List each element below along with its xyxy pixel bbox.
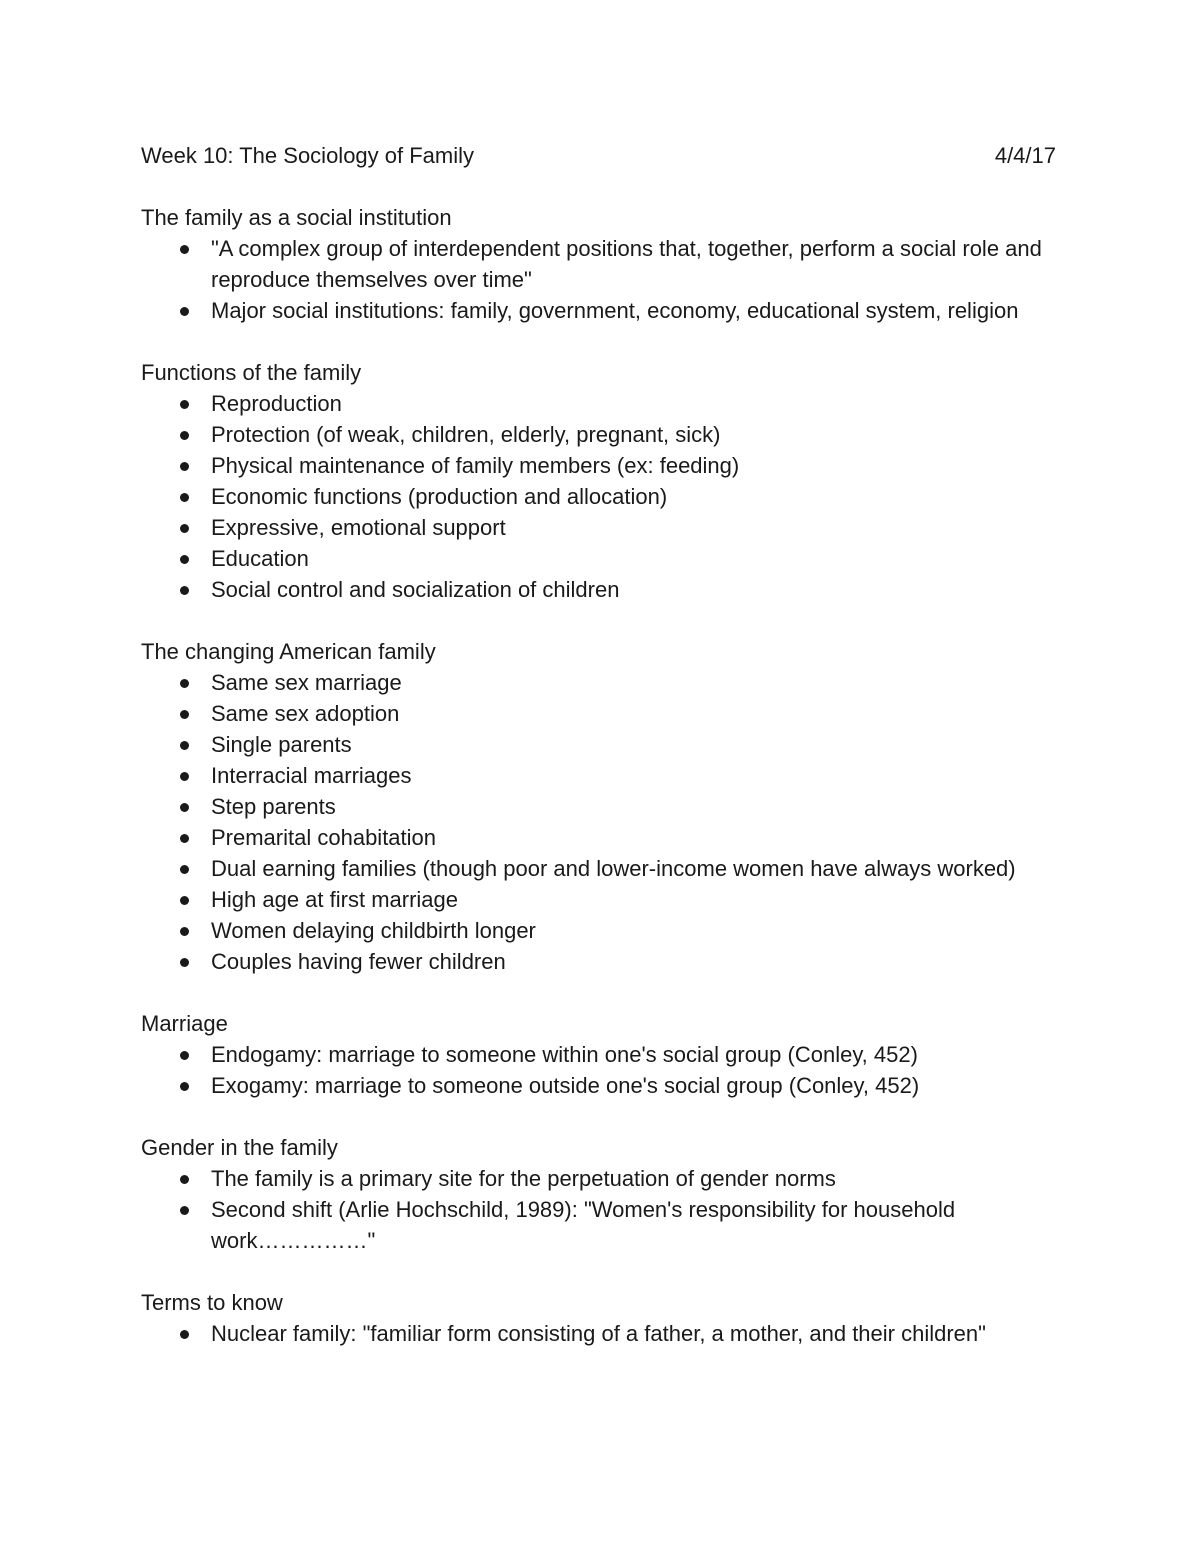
list-item-text: Second shift (Arlie Hochschild, 1989): "Women's responsibility for household work……………" [211, 1197, 956, 1253]
section-marriage [141, 1008, 1056, 1101]
list-item-text: High age at first marriage [211, 887, 458, 912]
bullet-icon [180, 927, 189, 936]
list-item [141, 419, 1056, 450]
list-item [141, 1318, 1056, 1349]
bullet-icon [180, 679, 189, 688]
list-item-text: Nuclear family: "familiar form consisting of a father, a mother, and their children" [211, 1321, 986, 1346]
list-item [141, 853, 1056, 884]
list-item-text: Interracial marriages [211, 763, 412, 788]
list-item [141, 388, 1056, 419]
section-heading: Gender in the family [141, 1135, 338, 1160]
list-item-text: The family is a primary site for the perpetuation of gender norms [211, 1166, 836, 1191]
list-item-text: Premarital cohabitation [211, 825, 437, 850]
page-title: Week 10: The Sociology of Family [141, 143, 475, 168]
bullet-list [141, 1318, 1056, 1349]
list-item [141, 295, 1056, 326]
section-changing-family [141, 636, 1056, 977]
section-heading: The family as a social institution [141, 205, 452, 230]
bullet-icon [180, 741, 189, 750]
list-item-text: Couples having fewer children [211, 949, 506, 974]
section-functions [141, 357, 1056, 605]
bullet-icon [180, 865, 189, 874]
bullet-list [141, 667, 1056, 977]
list-item-text: Reproduction [211, 391, 342, 416]
list-item [141, 915, 1056, 946]
bullet-icon [180, 1175, 189, 1184]
section-heading: The changing American family [141, 639, 436, 664]
section-terms [141, 1287, 1056, 1349]
list-item [141, 512, 1056, 543]
list-item-text: Social control and socialization of children [211, 577, 620, 602]
list-item-text: Step parents [211, 794, 336, 819]
list-item [141, 1039, 1056, 1070]
bullet-list [141, 1039, 1056, 1101]
bullet-icon [180, 1082, 189, 1091]
bullet-icon [180, 803, 189, 812]
list-item-text: Education [211, 546, 309, 571]
list-item-text: Expressive, emotional support [211, 515, 506, 540]
bullet-icon [180, 710, 189, 719]
list-item-text: Physical maintenance of family members (ex: feeding) [211, 453, 740, 478]
list-item [141, 1070, 1056, 1101]
section-heading: Terms to know [141, 1290, 283, 1315]
section-gender [141, 1132, 1056, 1256]
list-item [141, 543, 1056, 574]
list-item-text: Same sex adoption [211, 701, 400, 726]
list-item [141, 729, 1056, 760]
list-item-text: Endogamy: marriage to someone within one's social group (Conley, 452) [211, 1042, 918, 1067]
list-item [141, 450, 1056, 481]
section-social-institution [141, 202, 1056, 326]
list-item-text: Single parents [211, 732, 352, 757]
list-item-text: Women delaying childbirth longer [211, 918, 536, 943]
bullet-list [141, 233, 1056, 326]
page-date: 4/4/17 [994, 143, 1056, 168]
bullet-icon [180, 1330, 189, 1339]
bullet-icon [180, 493, 189, 502]
bullet-icon [180, 1206, 189, 1215]
list-item [141, 481, 1056, 512]
list-item [141, 574, 1056, 605]
list-item [141, 822, 1056, 853]
bullet-icon [180, 896, 189, 905]
list-item-text: "A complex group of interdependent positions that, together, perform a social role and reproduce themselves over time" [211, 236, 1042, 292]
list-item [141, 1163, 1056, 1194]
list-item-text: Exogamy: marriage to someone outside one's social group (Conley, 452) [211, 1073, 920, 1098]
list-item-text: Economic functions (production and allocation) [211, 484, 668, 509]
list-item [141, 884, 1056, 915]
list-item [141, 791, 1056, 822]
bullet-icon [180, 307, 189, 316]
bullet-icon [180, 958, 189, 967]
bullet-icon [180, 555, 189, 564]
list-item-text: Dual earning families (though poor and lower-income women have always worked) [211, 856, 1016, 881]
list-item [141, 1194, 1056, 1256]
bullet-icon [180, 586, 189, 595]
bullet-icon [180, 462, 189, 471]
title-row [141, 140, 1056, 171]
bullet-icon [180, 400, 189, 409]
document-page [141, 140, 1056, 1349]
bullet-list [141, 1163, 1056, 1256]
bullet-icon [180, 772, 189, 781]
bullet-icon [180, 834, 189, 843]
list-item [141, 233, 1056, 295]
list-item-text: Major social institutions: family, government, economy, educational system, religion [211, 298, 1019, 323]
bullet-icon [180, 245, 189, 254]
bullet-icon [180, 431, 189, 440]
bullet-icon [180, 524, 189, 533]
list-item-text: Same sex marriage [211, 670, 402, 695]
section-heading: Marriage [141, 1011, 228, 1036]
bullet-icon [180, 1051, 189, 1060]
bullet-list [141, 388, 1056, 605]
list-item [141, 946, 1056, 977]
list-item [141, 667, 1056, 698]
section-heading: Functions of the family [141, 360, 362, 385]
list-item-text: Protection (of weak, children, elderly, pregnant, sick) [211, 422, 721, 447]
list-item [141, 760, 1056, 791]
list-item [141, 698, 1056, 729]
